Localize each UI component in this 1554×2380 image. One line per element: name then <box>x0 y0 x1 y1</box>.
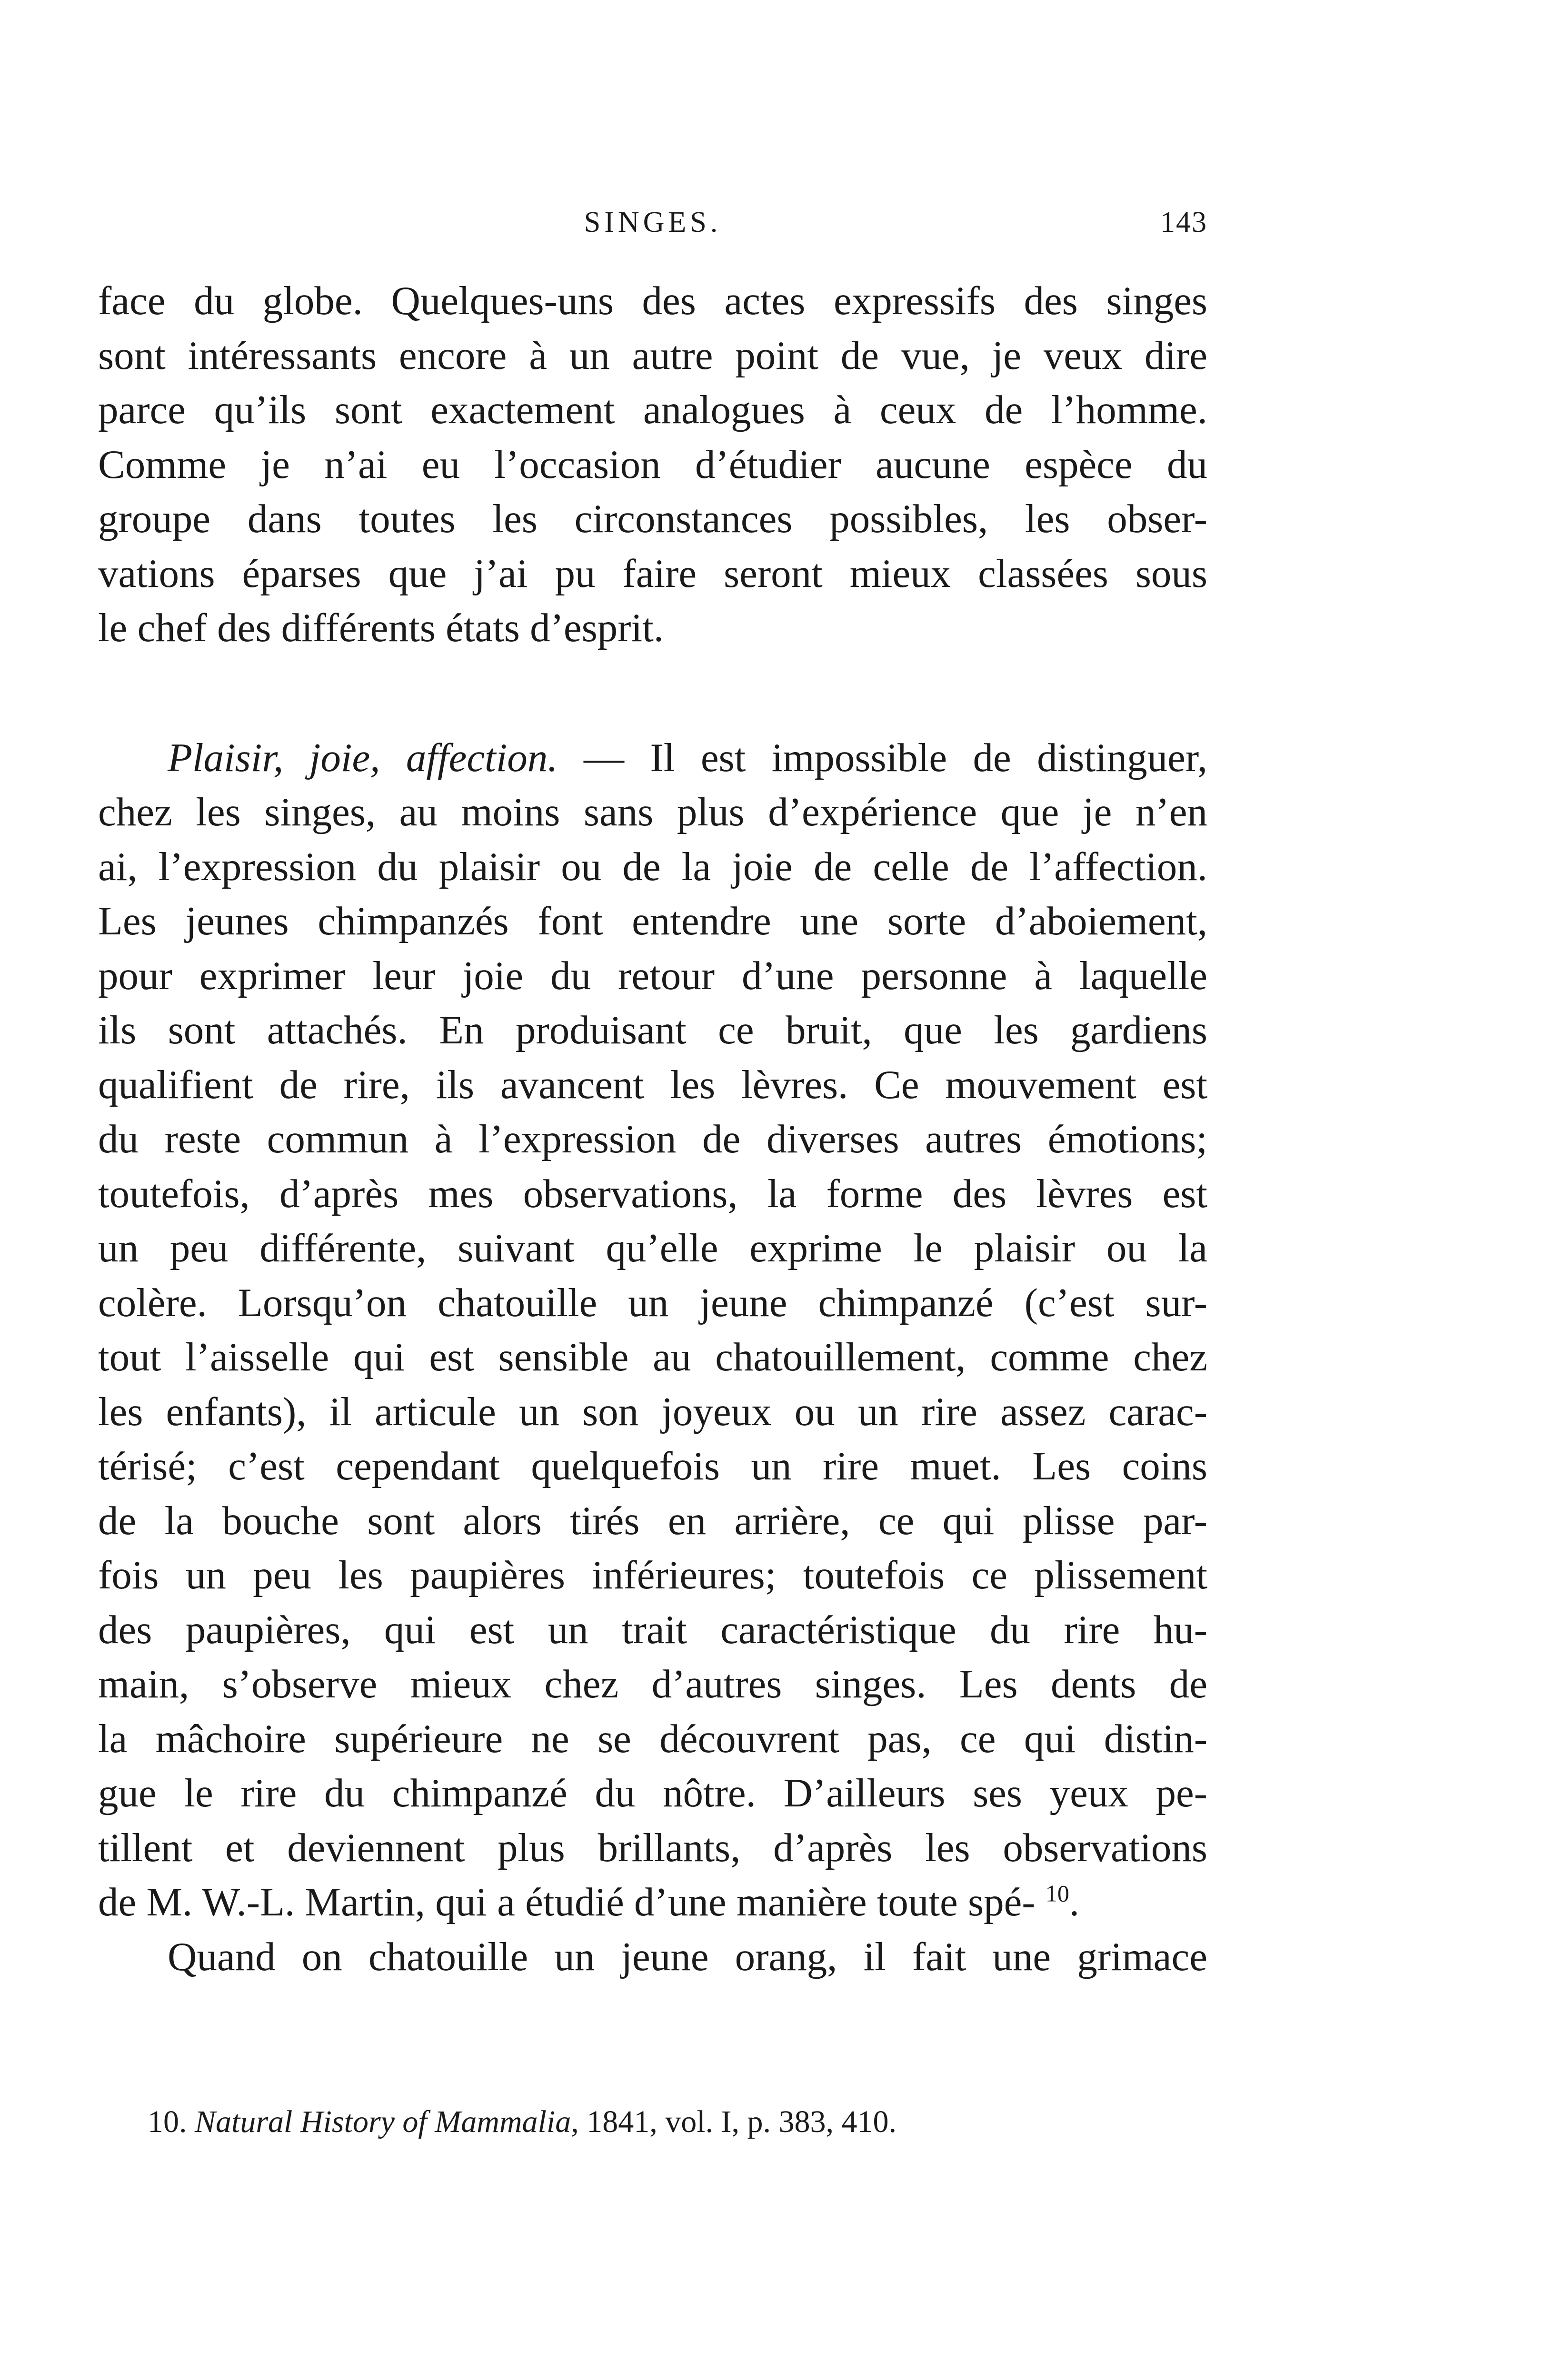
text-line: parce qu’ils sont exactement analogues à ceux de l’homme. <box>98 387 1207 432</box>
section-first-line <box>98 731 1207 785</box>
text-line: pour exprimer leur joie du retour d’une personne à laquelle <box>98 953 1207 998</box>
text-line: groupe dans toutes les circonstances possibles, les obser- <box>98 496 1207 541</box>
text-line: colère. Lorsqu’on chatouille un jeune chimpanzé (c’est sur- <box>98 1280 1207 1325</box>
text-line: Comme je n’ai eu l’occasion d’étudier aucune espèce du <box>98 442 1207 487</box>
text-line: sont intéressants encore à un autre point de vue, je veux dire <box>98 333 1207 378</box>
paragraph-gap <box>98 655 1207 731</box>
text-line: térisé; c’est cependant quelquefois un rire muet. Les coins <box>98 1444 1207 1488</box>
text-line: ai, l’expression du plaisir ou de la joie de celle de l’affection. <box>98 844 1207 889</box>
text-line: le chef des différents états d’esprit. <box>98 605 664 650</box>
footnote <box>148 2098 1100 2146</box>
footnote-title: Natural History of Mammalia, <box>195 2104 579 2139</box>
text-run: de M. W.-L. Martin, qui a étudié d’une manière toute spé- <box>98 1880 1036 1924</box>
text-line: qualifient de rire, ils avancent les lèvres. Ce mouvement est <box>98 1062 1207 1107</box>
text-line: face du globe. Quelques-uns des actes expressifs des singes <box>98 278 1207 323</box>
text-line: chez les singes, au moins sans plus d’expérience que je n’en <box>98 790 1207 834</box>
footnote-reference[interactable]: 10 <box>1045 1880 1069 1907</box>
text-line: fois un peu les paupières inférieures; toutefois ce plissement <box>98 1553 1207 1597</box>
text-line: toutefois, d’après mes observations, la forme des lèvres est <box>98 1171 1207 1216</box>
footnote-details: 1841, vol. I, p. 383, 410. <box>578 2104 897 2139</box>
text-run: — Il est impossible de distinguer, <box>558 735 1207 780</box>
running-title: SINGES. <box>584 206 722 238</box>
text-line: des paupières, qui est un trait caractéristique du rire hu- <box>98 1607 1207 1652</box>
text-line: de la bouche sont alors tirés en arrière, ce qui plisse par- <box>98 1498 1207 1543</box>
running-head <box>98 206 1207 248</box>
text-line: un peu différente, suivant qu’elle exprime le plaisir ou la <box>98 1226 1207 1270</box>
text-line: main, s’observe mieux chez d’autres singes. Les dents de <box>98 1662 1207 1706</box>
text-line-with-note <box>98 1875 1207 1930</box>
text-line: la mâchoire supérieure ne se découvrent pas, ce qui distin- <box>98 1716 1207 1761</box>
footnote-number: 10. <box>148 2104 187 2139</box>
text-line: les enfants), il articule un son joyeux ou un rire assez carac- <box>98 1389 1207 1434</box>
text-line: Quand on chatouille un jeune orang, il fait une grimace <box>168 1934 1207 1979</box>
text-line: Les jeunes chimpanzés font entendre une sorte d’aboiement, <box>98 899 1207 943</box>
body-text <box>98 274 1207 1984</box>
page-number: 143 <box>1160 206 1207 238</box>
text-line: tillent et deviennent plus brillants, d’après les observations <box>98 1825 1207 1870</box>
section-heading: Plaisir, joie, affection. <box>168 735 558 780</box>
text-run: . <box>1069 1880 1080 1924</box>
text-line: du reste commun à l’expression de diverses autres émotions; <box>98 1117 1207 1161</box>
text-line: ils sont attachés. En produisant ce bruit, que les gardiens <box>98 1008 1207 1052</box>
text-line: gue le rire du chimpanzé du nôtre. D’ailleurs ses yeux pe- <box>98 1771 1207 1815</box>
text-line: tout l’aisselle qui est sensible au chatouillement, comme chez <box>98 1335 1207 1379</box>
text-line: vations éparses que j’ai pu faire seront mieux classées sous <box>98 551 1207 596</box>
